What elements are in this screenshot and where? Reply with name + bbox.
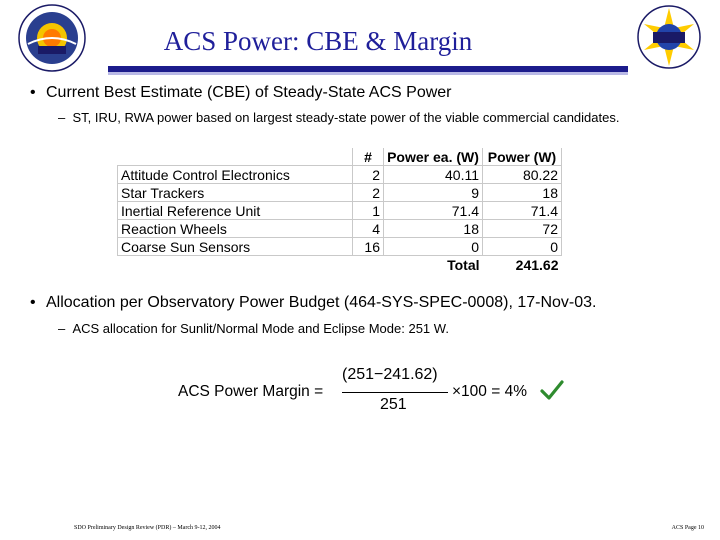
formula-result: ×100 = 4% xyxy=(452,383,527,400)
bullet-allocation-text: Allocation per Observatory Power Budget (464-SYS-SPEC-0008), 17-Nov-03. xyxy=(46,294,597,311)
row-name: Attitude Control Electronics xyxy=(118,166,353,184)
slide-title: ACS Power: CBE & Margin xyxy=(163,26,473,56)
table-header-row xyxy=(118,148,562,166)
checkmark-icon xyxy=(540,379,564,401)
formula-numerator: (251−241.62) xyxy=(342,366,438,383)
sub-bullet-allocation-text: ACS allocation for Sunlit/Normal Mode and Eclipse Mode: 251 W. xyxy=(72,321,449,336)
row-name: Coarse Sun Sensors xyxy=(118,238,353,256)
row-name: Inertial Reference Unit xyxy=(118,202,353,220)
total-spacer xyxy=(118,256,353,274)
row-power: 80.22 xyxy=(483,166,562,184)
header-power: Power (W) xyxy=(483,148,562,166)
header-name xyxy=(118,148,353,166)
lws-logo xyxy=(636,2,702,72)
row-power-each: 9 xyxy=(384,184,483,202)
table-row xyxy=(118,184,562,202)
row-power-each: 71.4 xyxy=(384,202,483,220)
sub-bullet-allocation: – ACS allocation for Sunlit/Normal Mode and Eclipse Mode: 251 W. xyxy=(58,321,449,336)
total-label: Total xyxy=(447,256,480,273)
total-value: 241.62 xyxy=(515,256,559,273)
row-count: 16 xyxy=(353,238,384,256)
footer-left: SDO Preliminary Design Review (PDR) – March 9-12, 2004 xyxy=(74,525,221,531)
row-name: Star Trackers xyxy=(118,184,353,202)
table-row xyxy=(118,202,562,220)
row-power-each: 18 xyxy=(384,220,483,238)
table-row xyxy=(118,166,562,184)
footer-page: ACS Page 10 xyxy=(671,525,704,531)
row-power-each: 40.11 xyxy=(384,166,483,184)
row-name: Reaction Wheels xyxy=(118,220,353,238)
row-count: 1 xyxy=(353,202,384,220)
bullet-dot: • xyxy=(30,294,36,311)
header-power-each: Power ea. (W) xyxy=(384,148,483,166)
bullet-dot: • xyxy=(30,84,36,101)
row-power: 18 xyxy=(483,184,562,202)
header-count: # xyxy=(353,148,384,166)
row-power-each: 0 xyxy=(384,238,483,256)
sdo-logo xyxy=(18,4,86,72)
sub-bullet-power-basis-text: ST, IRU, RWA power based on largest steady-state power of the viable commercial candidates. xyxy=(72,110,620,125)
row-count: 4 xyxy=(353,220,384,238)
formula-denominator: 251 xyxy=(380,396,407,413)
row-power: 71.4 xyxy=(483,202,562,220)
total-spacer-count xyxy=(353,256,384,274)
table-total-row xyxy=(118,256,562,274)
bullet-cbe-text: Current Best Estimate (CBE) of Steady-State ACS Power xyxy=(46,84,452,101)
acs-power-table xyxy=(117,148,562,273)
row-count: 2 xyxy=(353,184,384,202)
table-row xyxy=(118,238,562,256)
formula-label: ACS Power Margin = xyxy=(178,383,324,400)
slide-title-container xyxy=(98,26,538,57)
fraction-bar xyxy=(342,392,448,393)
title-rule-light xyxy=(108,72,628,75)
row-power: 72 xyxy=(483,220,562,238)
row-power: 0 xyxy=(483,238,562,256)
table-row xyxy=(118,220,562,238)
sub-bullet-power-basis: – ST, IRU, RWA power based on largest steady-state power of the viable commercial candidates. xyxy=(58,110,620,125)
row-count: 2 xyxy=(353,166,384,184)
